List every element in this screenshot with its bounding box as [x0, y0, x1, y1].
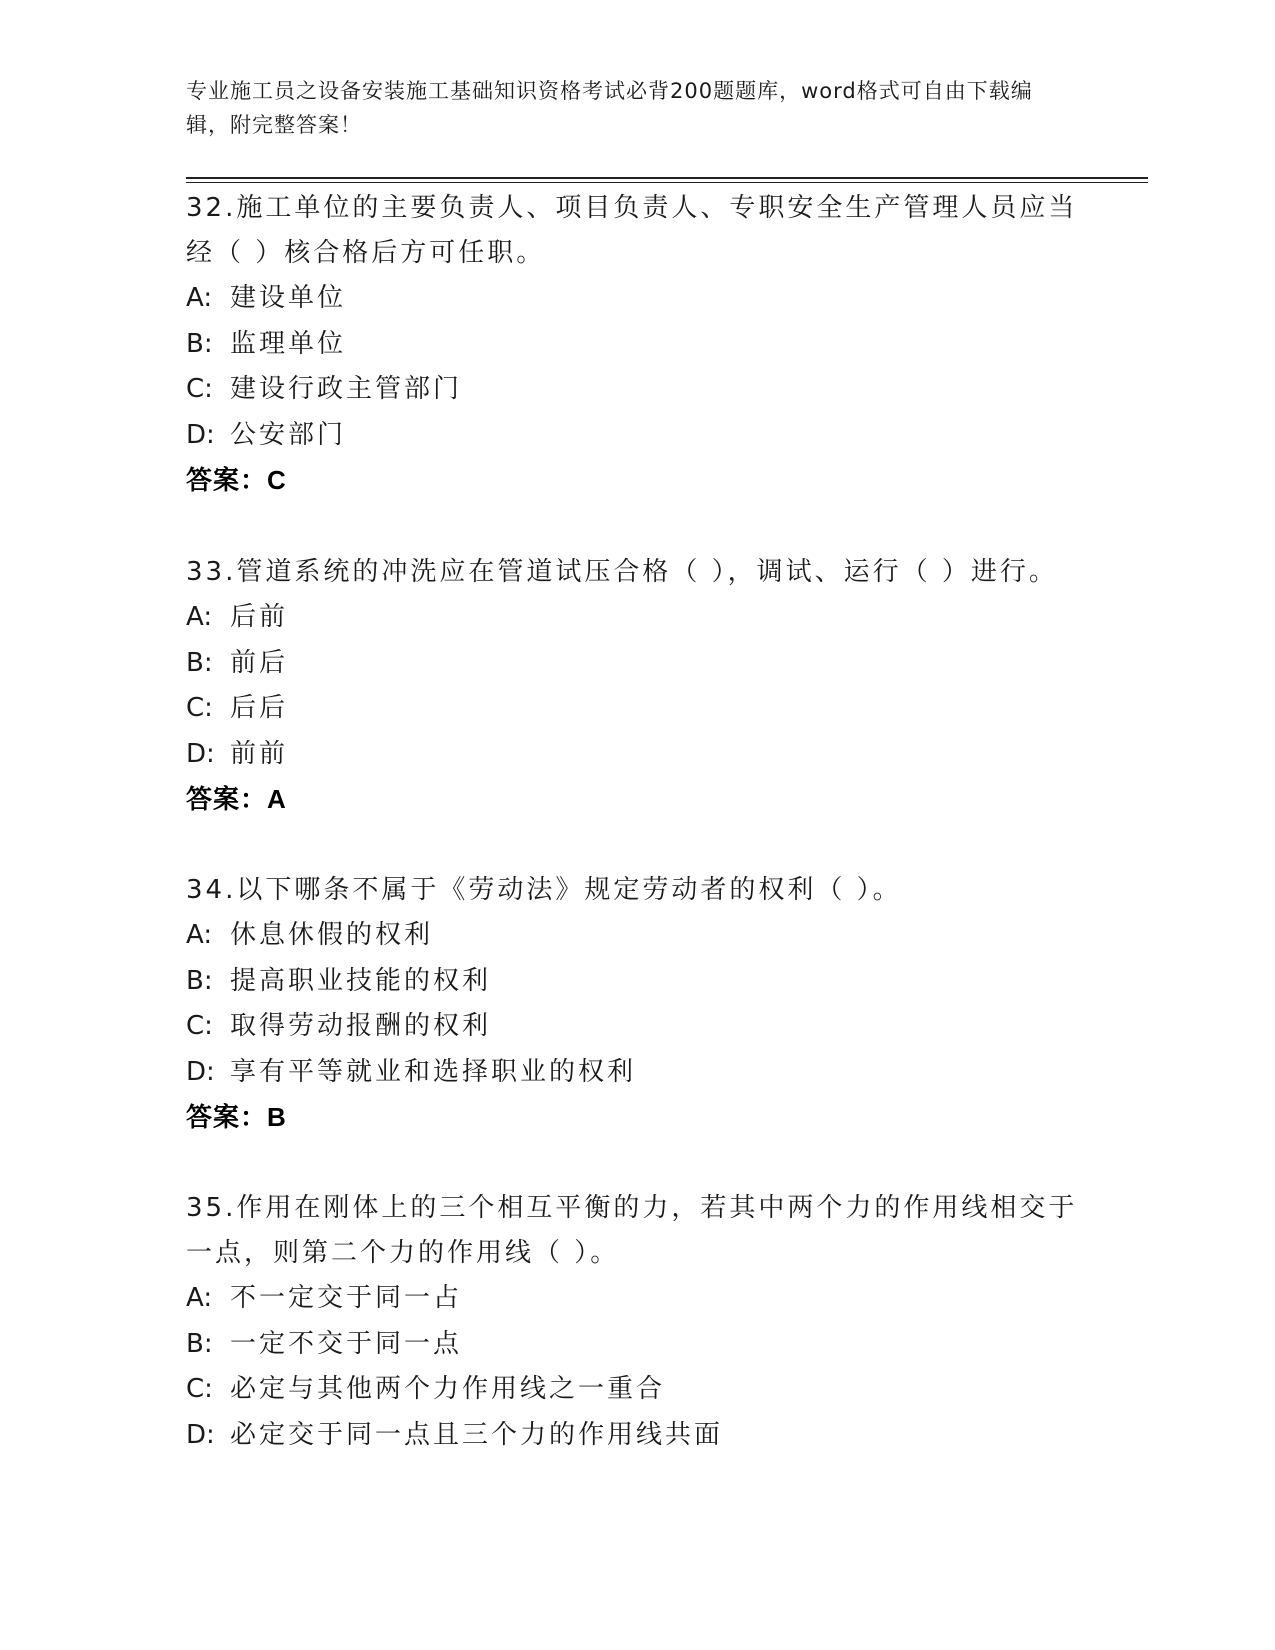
option-a [186, 913, 1086, 959]
answer-line: 答案：A [186, 784, 287, 814]
option-c [186, 1367, 1086, 1413]
option-text: 休息休假的权利 [230, 920, 434, 950]
option-key: C: [186, 693, 213, 723]
option-text: 必定与其他两个力作用线之一重合 [230, 1374, 666, 1404]
option-text: 享有平等就业和选择职业的权利 [230, 1056, 637, 1087]
option-d [186, 1413, 1086, 1459]
option-b [186, 959, 1086, 1005]
document-header-text: 专业施工员之设备安装施工基础知识资格考试必背200题题库，word格式可自由下载编辑，附完整答案！ [186, 79, 1033, 137]
option-d [186, 732, 1086, 778]
question-stem: 35.作用在刚体上的三个相互平衡的力，若其中两个力的作用线相交于一点，则第二个力的作用线（ ）。 [186, 1193, 1078, 1268]
option-text: 建设单位 [230, 283, 347, 313]
option-key: D: [186, 1056, 215, 1087]
option-key: C: [186, 374, 213, 404]
option-text: 后前 [230, 602, 289, 632]
option-c [186, 686, 1086, 732]
option-key: B: [186, 328, 213, 359]
question-stem: 32.施工单位的主要负责人、项目负责人、专职安全生产管理人员应当经（ ）核合格后方可任职。 [186, 193, 1078, 268]
header-divider-thick [186, 177, 1148, 179]
option-key: B: [186, 1328, 213, 1359]
option-text: 前前 [230, 738, 289, 769]
question-35 [186, 1186, 1086, 1458]
option-key: C: [186, 1011, 213, 1041]
option-key: D: [186, 1419, 215, 1450]
option-key: A: [186, 283, 213, 313]
option-text: 前后 [230, 647, 289, 678]
question-32 [186, 186, 1086, 503]
option-b [186, 1322, 1086, 1368]
question-34 [186, 868, 1086, 1140]
option-a [186, 1276, 1086, 1322]
question-stem: 33.管道系统的冲洗应在管道试压合格（ ），调试、运行（ ）进行。 [186, 557, 1058, 587]
option-c [186, 367, 1086, 413]
option-key: D: [186, 419, 215, 450]
option-b [186, 322, 1086, 368]
option-key: A: [186, 602, 213, 632]
option-text: 后后 [230, 693, 289, 723]
answer-line: 答案：B [186, 1102, 287, 1132]
option-text: 一定不交于同一点 [230, 1328, 463, 1359]
option-key: A: [186, 920, 213, 950]
option-key: B: [186, 647, 213, 678]
option-text: 提高职业技能的权利 [230, 965, 492, 996]
option-key: A: [186, 1283, 213, 1313]
option-text: 监理单位 [230, 328, 347, 359]
option-b [186, 641, 1086, 687]
option-d [186, 413, 1086, 459]
option-key: D: [186, 738, 215, 769]
option-d [186, 1050, 1086, 1096]
option-a [186, 595, 1086, 641]
option-c [186, 1004, 1086, 1050]
option-text: 公安部门 [230, 419, 347, 450]
header-divider-thin [186, 182, 1148, 183]
option-text: 取得劳动报酬的权利 [230, 1011, 492, 1041]
option-key: C: [186, 1374, 213, 1404]
option-text: 必定交于同一点且三个力的作用线共面 [230, 1419, 724, 1450]
option-a [186, 276, 1086, 322]
option-key: B: [186, 965, 213, 996]
answer-line: 答案：C [186, 465, 287, 495]
question-stem: 34.以下哪条不属于《劳动法》规定劳动者的权利（ ）。 [186, 875, 902, 905]
option-text: 不一定交于同一占 [230, 1283, 463, 1313]
question-33 [186, 550, 1086, 822]
option-text: 建设行政主管部门 [230, 374, 463, 404]
